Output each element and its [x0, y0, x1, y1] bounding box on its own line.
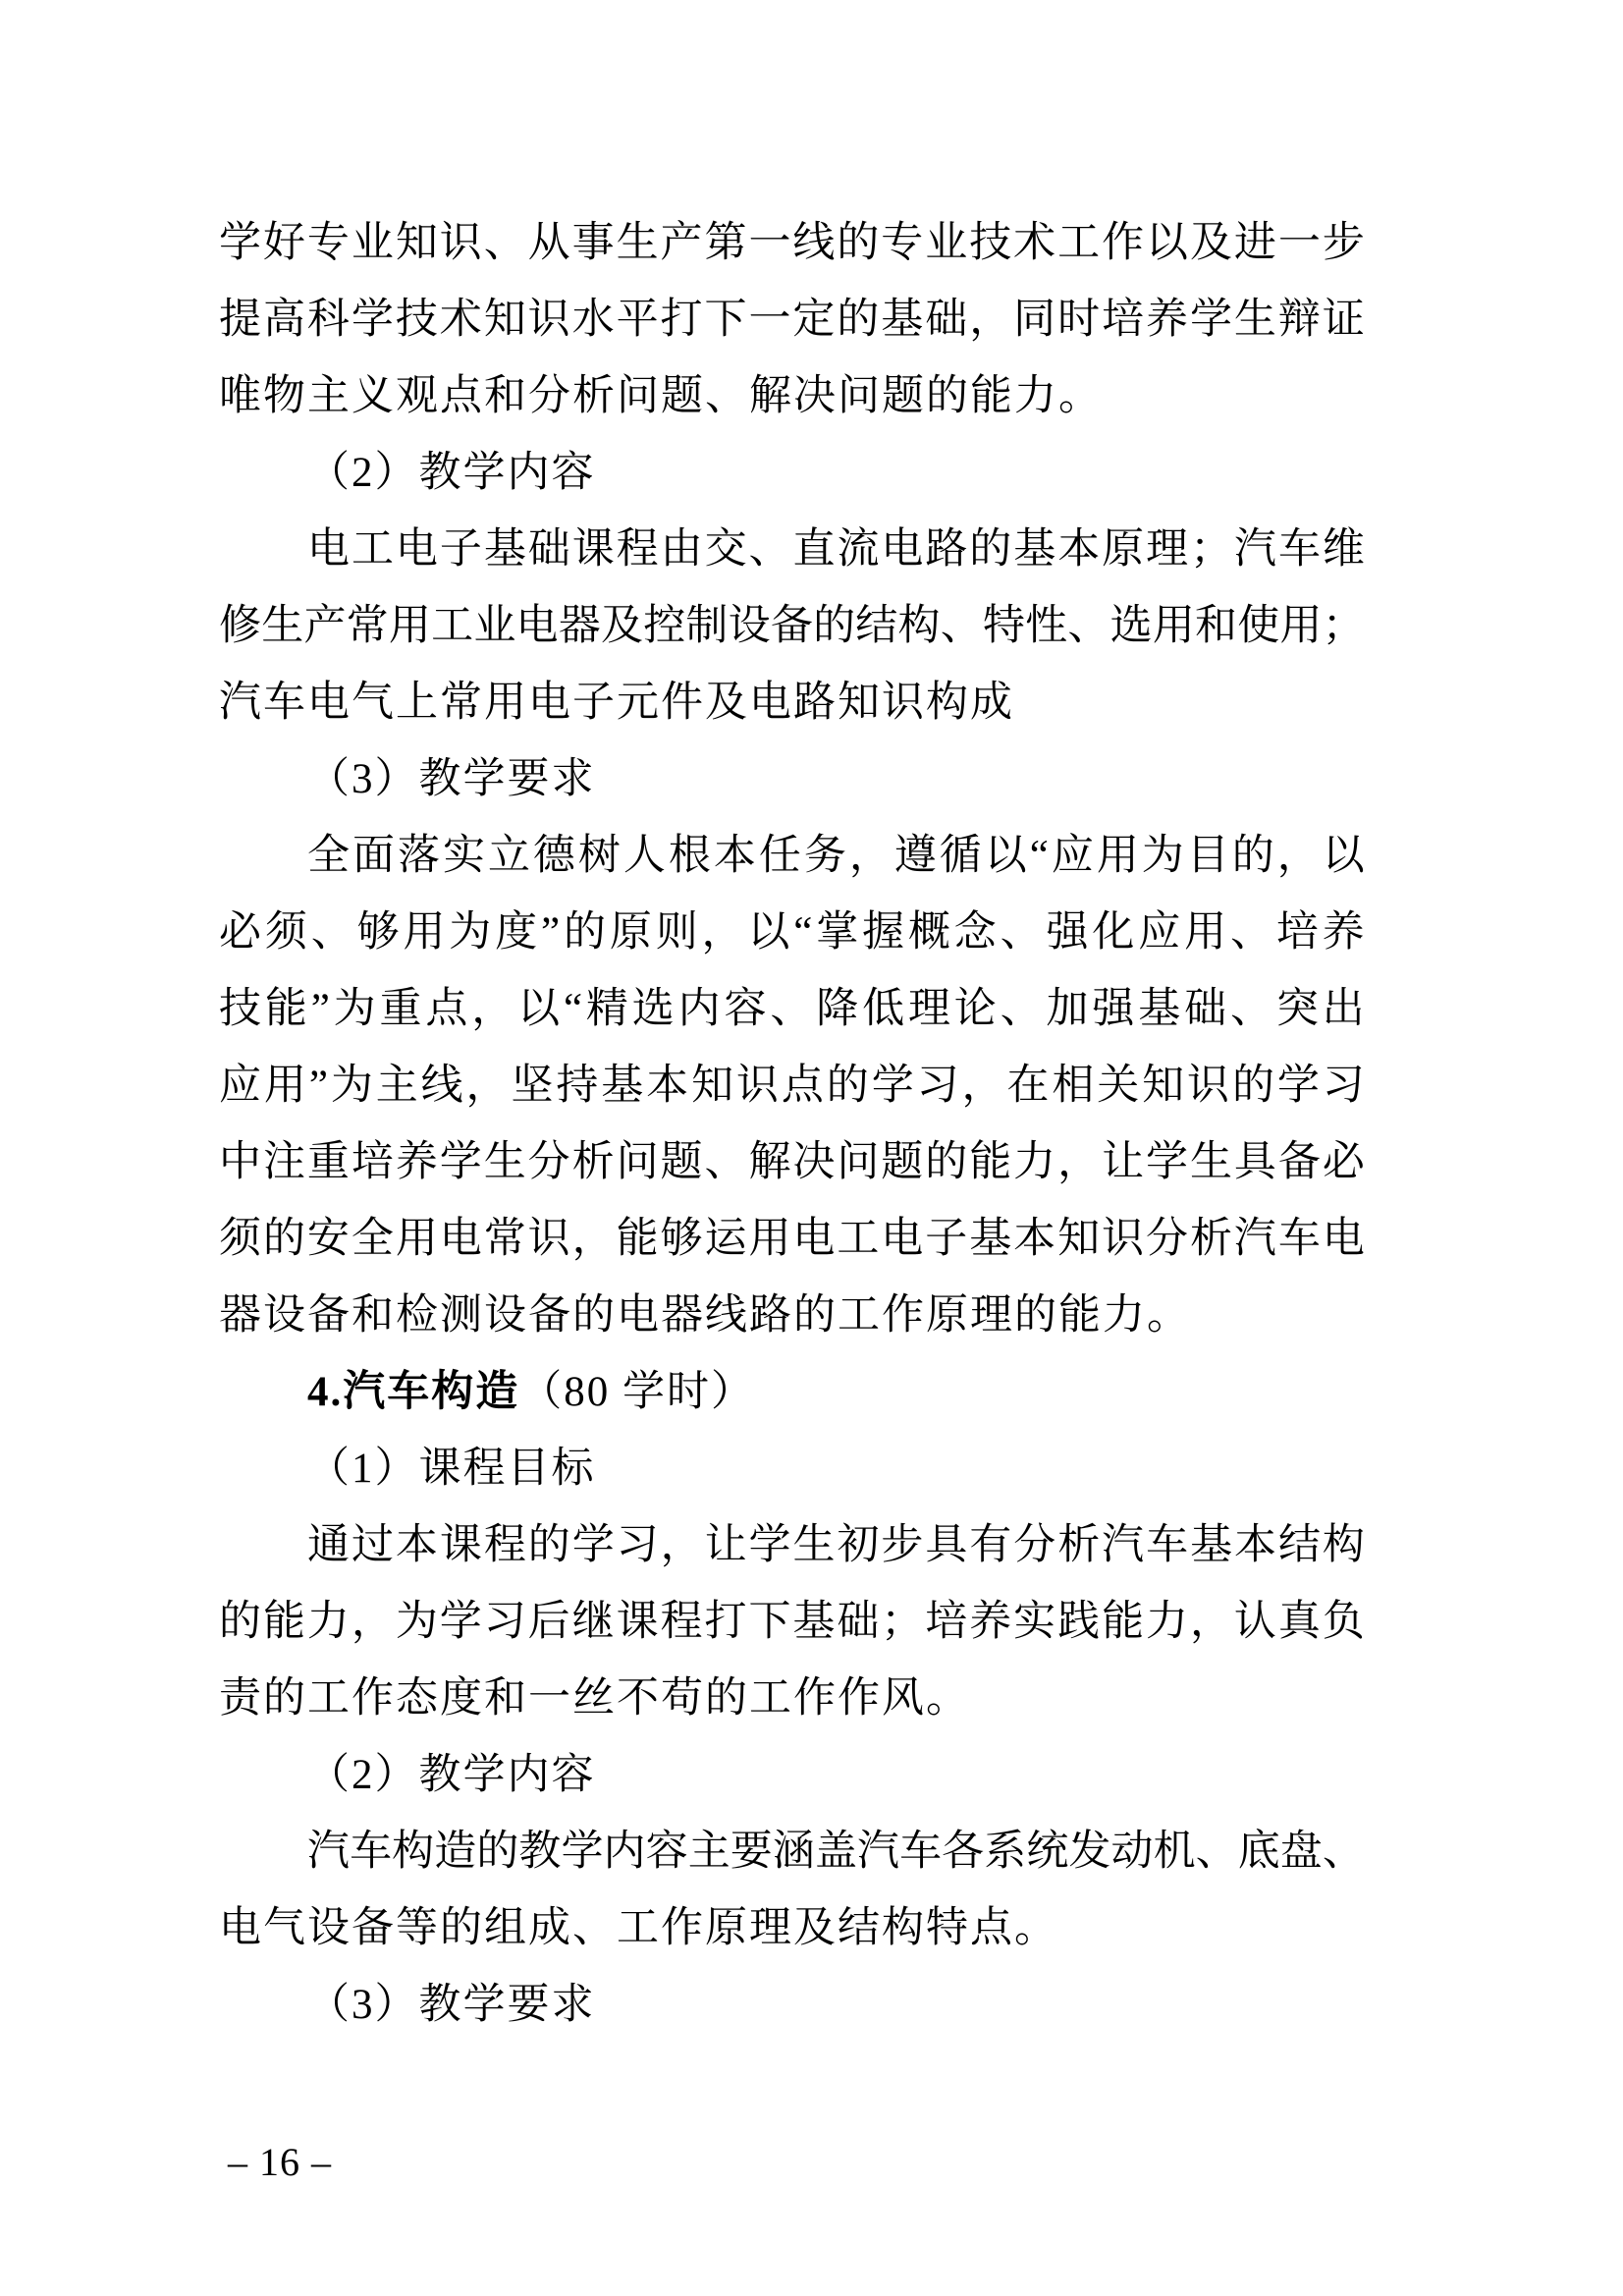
subsection-heading: （3）教学要求	[307, 1982, 596, 2028]
body-text-line: 电气设备等的组成、工作原理及结构特点。	[219, 1905, 1058, 1951]
body-text-line: 技 能 ” 为 重 点 ， 以 “ 精 选 内 容 、 降 低 理 论 、 加 强 基 础 、 突 出	[219, 986, 1365, 1032]
body-text-line: 提 高 科 学 技 术 知 识 水 平 打 下 一 定 的 基 础 ， 同 时 培 养 学 生 辩 证	[219, 297, 1365, 343]
body-text-line: 电 工 电 子 基 础 课 程 由 交 、 直 流 电 路 的 基 本 原 理 ； 汽 车 维	[307, 526, 1365, 573]
body-text-line: 责的工作态度和一丝不苟的工作作风。	[219, 1675, 970, 1722]
body-text-line: 通 过 本 课 程 的 学 习 ， 让 学 生 初 步 具 有 分 析 汽 车 基 本 结 构	[307, 1522, 1365, 1568]
subsection-heading: （1）课程目标	[307, 1446, 596, 1492]
body-text-line: 必 须 、 够 用 为 度 ” 的 原 则 ， 以 “ 掌 握 概 念 、 强 化 应 用 、 培 养	[219, 909, 1365, 956]
course-heading-hours: （80 学时）	[519, 1369, 755, 1415]
body-text-line: 汽 车 构 造 的 教 学 内 容 主 要 涵 盖 汽 车 各 系 统 发 动 机 、 底 盘 、	[307, 1829, 1365, 1875]
subsection-heading: （2）教学内容	[307, 1752, 596, 1798]
subsection-heading: （3）教学要求	[307, 756, 596, 802]
body-text-line: 的 能 力 ， 为 学 习 后 继 课 程 打 下 基 础 ； 培 养 实 践 能 力 ， 认 真 负	[219, 1599, 1365, 1645]
page-number: – 16 –	[228, 2140, 332, 2184]
body-text-line: 中 注 重 培 养 学 生 分 析 问 题 、 解 决 问 题 的 能 力 ， 让 学 生 具 备 必	[219, 1139, 1365, 1185]
body-text-line: 汽车电气上常用电子元件及电路知识构成	[219, 680, 1014, 726]
page-footer	[228, 2140, 332, 2184]
page-body	[219, 205, 1365, 2044]
body-text-line: 学 好 专 业 知 识 、 从 事 生 产 第 一 线 的 专 业 技 术 工 作 以 及 进 一 步	[219, 220, 1365, 266]
body-text-line: 全 面 落 实 立 德 树 人 根 本 任 务 ， 遵 循 以 “ 应 用 为 目 的 ， 以	[307, 833, 1365, 879]
subsection-heading: （2）教学内容	[307, 450, 596, 496]
body-text-line: 修 生 产 常 用 工 业 电 器 及 控 制 设 备 的 结 构 、 特 性 、 选 用 和 使 用 ；	[219, 603, 1365, 649]
body-text-line: 器设备和检测设备的电器线路的工作原理的能力。	[219, 1292, 1191, 1339]
body-text-line: 唯物主义观点和分析问题、解决问题的能力。	[219, 373, 1103, 419]
course-heading-title: 4.汽车构造	[307, 1369, 520, 1415]
course-heading	[219, 1354, 1365, 1431]
body-text-line: 应 用 ” 为 主 线 ， 坚 持 基 本 知 识 点 的 学 习 ， 在 相 关 知 识 的 学 习	[219, 1063, 1365, 1109]
body-text-line: 须 的 安 全 用 电 常 识 ， 能 够 运 用 电 工 电 子 基 本 知 识 分 析 汽 车 电	[219, 1216, 1365, 1262]
